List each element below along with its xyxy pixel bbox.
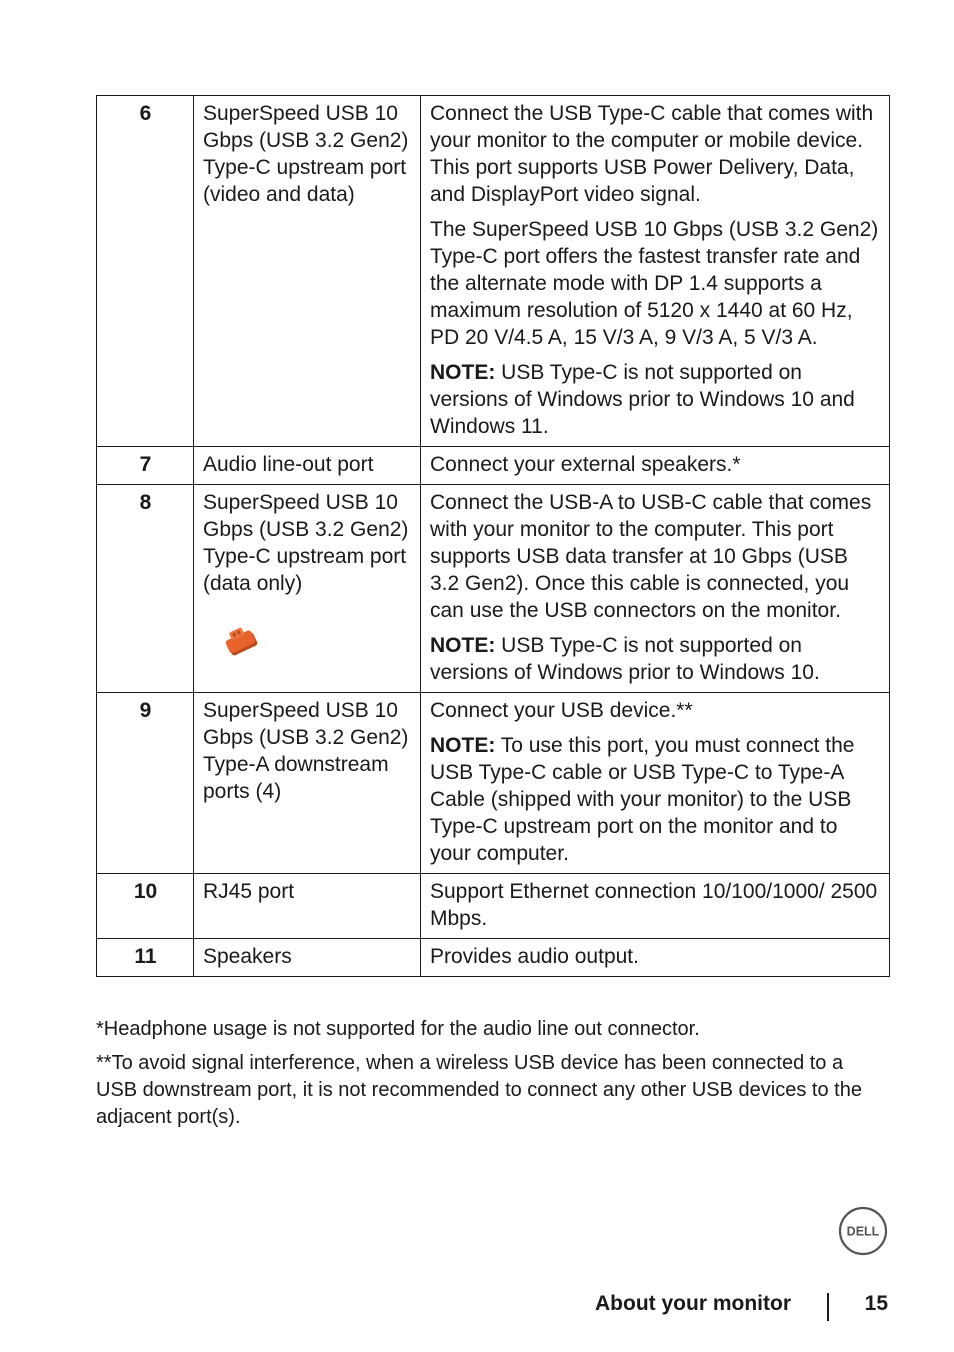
row-number: 7 bbox=[97, 447, 194, 485]
port-name: SuperSpeed USB 10 Gbps (USB 3.2 Gen2) Type-A downstream ports (4) bbox=[194, 693, 421, 874]
port-name: Speakers bbox=[194, 939, 421, 977]
ports-table bbox=[96, 95, 890, 977]
note-paragraph bbox=[430, 359, 881, 440]
dell-logo bbox=[838, 1206, 888, 1256]
note-paragraph bbox=[430, 732, 881, 867]
table-row bbox=[97, 485, 890, 693]
note-label: NOTE: bbox=[430, 634, 496, 657]
footnote-headphone: *Headphone usage is not supported for the audio line out connector. bbox=[96, 1018, 700, 1040]
note-text: To use this port, you must connect the USB Type-C cable or USB Type-C to Type-A Cable (shipped with your monitor) to the USB Type-C upstream port on the monitor and to your computer. bbox=[430, 734, 855, 865]
footer-section-title: About your monitor bbox=[595, 1292, 791, 1315]
table-row bbox=[97, 96, 890, 447]
note-text: USB Type-C is not supported on versions of Windows prior to Windows 10. bbox=[430, 634, 820, 684]
description-paragraph: Provides audio output. bbox=[430, 945, 639, 968]
orange-usb-key-icon bbox=[221, 623, 265, 667]
port-description bbox=[421, 96, 890, 447]
port-description bbox=[421, 447, 890, 485]
port-description bbox=[421, 485, 890, 693]
description-paragraph: Support Ethernet connection 10/100/1000/ 2500 Mbps. bbox=[430, 880, 878, 930]
row-number: 11 bbox=[97, 939, 194, 977]
port-name: Audio line-out port bbox=[194, 447, 421, 485]
note-text: USB Type-C is not supported on versions of Windows prior to Windows 10 and Windows 11. bbox=[430, 361, 855, 438]
note-label: NOTE: bbox=[430, 734, 496, 757]
table-row bbox=[97, 874, 890, 939]
port-description bbox=[421, 939, 890, 977]
port-description bbox=[421, 693, 890, 874]
row-number: 8 bbox=[97, 485, 194, 693]
port-name: SuperSpeed USB 10 Gbps (USB 3.2 Gen2) Type-C upstream port (data only) bbox=[203, 491, 409, 595]
row-number: 9 bbox=[97, 693, 194, 874]
description-paragraph: Connect your USB device.** bbox=[430, 699, 693, 722]
note-paragraph bbox=[430, 632, 881, 686]
table-row bbox=[97, 939, 890, 977]
description-paragraph: Connect the USB Type-C cable that comes with your monitor to the computer or mobile device. This port supports USB Power Delivery, Data, and DisplayPort video signal. bbox=[430, 102, 874, 206]
note-label: NOTE: bbox=[430, 361, 496, 384]
dell-logo-text: DELL bbox=[846, 1224, 880, 1239]
description-paragraph: Connect your external speakers.* bbox=[430, 453, 741, 476]
description-paragraph: Connect the USB-A to USB-C cable that comes with your monitor to the computer. This port supports USB data transfer at 10 Gbps (USB 3.2 Gen2). Once this cable is connected, you can use the USB connectors on the monitor. bbox=[430, 491, 872, 622]
port-name-cell bbox=[194, 485, 421, 693]
port-name: RJ45 port bbox=[194, 874, 421, 939]
page-number: 15 bbox=[864, 1292, 888, 1315]
table-row bbox=[97, 693, 890, 874]
table-row bbox=[97, 447, 890, 485]
footer-divider bbox=[827, 1293, 829, 1321]
description-paragraph: The SuperSpeed USB 10 Gbps (USB 3.2 Gen2) Type-C port offers the fastest transfer rate and the alternate mode with DP 1.4 supports a maximum resolution of 5120 x 1440 at 60 Hz, PD 20 V/4.5 A, 15 V/3 A, 9 V/3 A, 5 V/3 A. bbox=[430, 218, 879, 349]
port-description bbox=[421, 874, 890, 939]
row-number: 10 bbox=[97, 874, 194, 939]
row-number: 6 bbox=[97, 96, 194, 447]
footnote-signal-interference: **To avoid signal interference, when a wireless USB device has been connected to a USB downstream port, it is not recommended to connect any other USB devices to the adjacent port(s). bbox=[96, 1052, 862, 1128]
port-name: SuperSpeed USB 10 Gbps (USB 3.2 Gen2) Type-C upstream port (video and data) bbox=[194, 96, 421, 447]
